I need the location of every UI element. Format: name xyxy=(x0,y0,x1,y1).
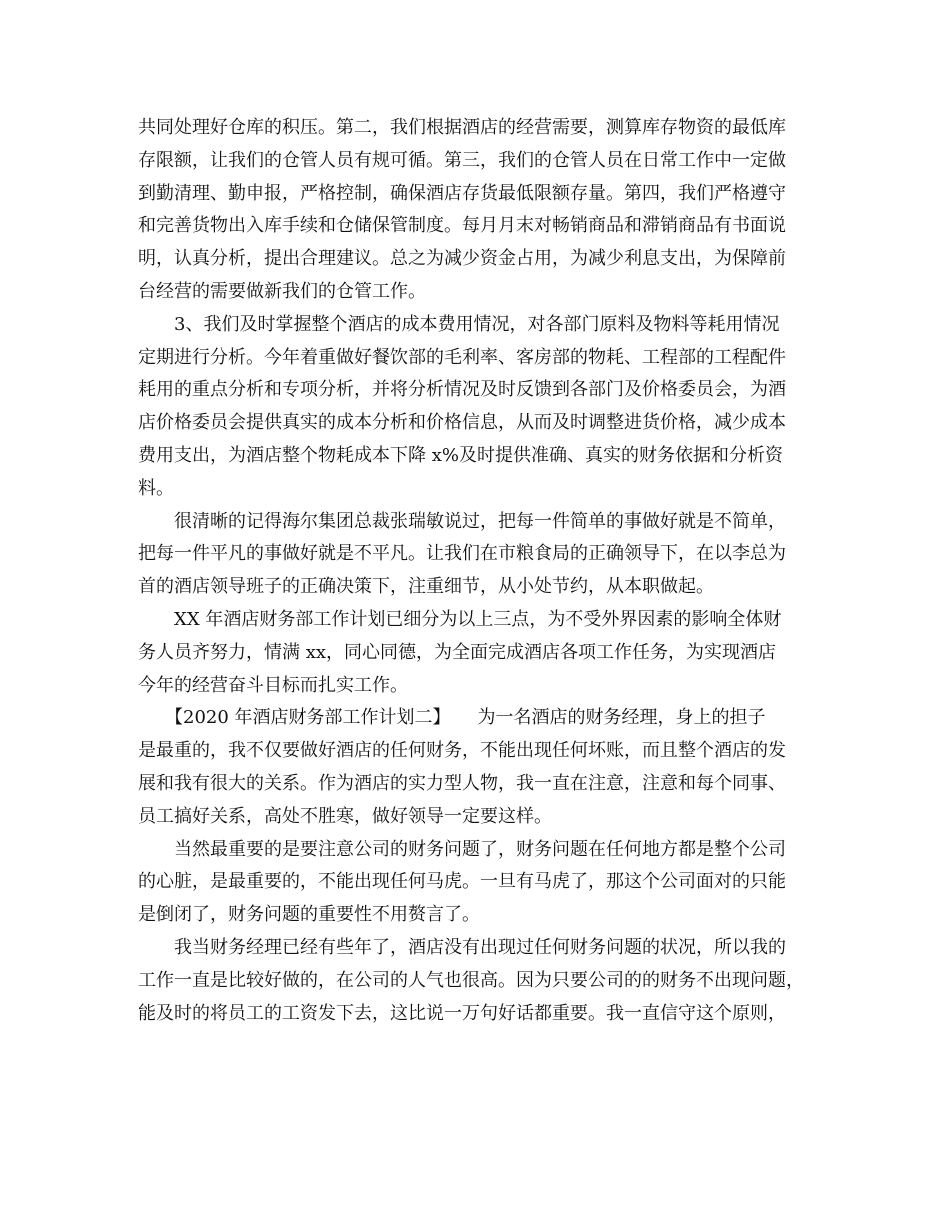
text-line: XX 年酒店财务部工作计划已细分为以上三点，为不受外界因素的影响全体财 xyxy=(138,608,782,630)
text-line: 工作一直是比较好做的，在公司的人气也很高。因为只要公司的的财务不出现问题， xyxy=(138,969,804,991)
document-body xyxy=(138,112,818,1030)
text-line: 展和我有很大的关系。作为酒店的实力型人物，我一直在注意，注意和每个同事、 xyxy=(138,772,786,794)
text-line: 当然最重要的是要注意公司的财务问题了，财务问题在任何地方都是整个公司 xyxy=(138,838,786,860)
text-line: 店价格委员会提供真实的成本分析和价格信息，从而及时调整进货价格，减少成本 xyxy=(138,412,786,434)
text-line: 我当财务经理已经有些年了，酒店没有出现过任何财务问题的状况，所以我的 xyxy=(138,936,786,958)
text-line: 员工搞好关系，高处不胜寒，做好领导一定要这样。 xyxy=(138,805,552,827)
text-line: 首的酒店领导班子的正确决策下，注重细节，从小处节约，从本职做起。 xyxy=(138,576,714,598)
text-line: 是倒闭了，财务问题的重要性不用赘言了。 xyxy=(138,904,480,926)
text-line: 费用支出，为酒店整个物耗成本下降 x%及时提供准确、真实的财务依据和分析资 xyxy=(138,444,783,466)
text-line: 耗用的重点分析和专项分析，并将分析情况及时反馈到各部门及价格委员会，为酒 xyxy=(138,379,786,401)
text-line: 台经营的需要做新我们的仓管工作。 xyxy=(138,280,426,302)
text-line: 定期进行分析。今年着重做好餐饮部的毛利率、客房部的物耗、工程部的工程配件 xyxy=(138,346,786,368)
text-line: 今年的经营奋斗目标而扎实工作。 xyxy=(138,674,408,696)
text-line: 的心脏，是最重要的，不能出现任何马虎。一旦有马虎了，那这个公司面对的只能 xyxy=(138,871,786,893)
text-line: 料。 xyxy=(138,477,174,499)
text-line: 能及时的将员工的工资发下去，这比说一万句好话都重要。我一直信守这个原则， xyxy=(138,1002,786,1024)
text-line: 明，认真分析，提出合理建议。总之为减少资金占用，为减少利息支出，为保障前 xyxy=(138,248,786,270)
text-line: 把每一件平凡的事做好就是不平凡。让我们在市粮食局的正确领导下，在以李总为 xyxy=(138,543,786,565)
text-line: 3、我们及时掌握整个酒店的成本费用情况，对各部门原料及物料等耗用情况 xyxy=(138,313,780,335)
text-line: 到勤清理、勤申报，严格控制，确保酒店存货最低限额存量。第四，我们严格遵守 xyxy=(138,182,786,204)
text-line: 很清晰的记得海尔集团总裁张瑞敏说过，把每一件简单的事做好就是不简单， xyxy=(138,510,786,532)
text-line: 和完善货物出入库手续和仓储保管制度。每月月末对畅销商品和滞销商品有书面说 xyxy=(138,215,786,237)
text-line: 是最重的，我不仅要做好酒店的任何财务，不能出现任何坏账，而且整个酒店的发 xyxy=(138,740,786,762)
text-line: 共同处理好仓库的积压。第二，我们根据酒店的经营需要，测算库存物资的最低库 xyxy=(138,117,786,138)
text-line: 存限额，让我们的仓管人员有规可循。第三，我们的仓管人员在日常工作中一定做 xyxy=(138,149,786,171)
text-line: 务人员齐努力，情满 xx，同心同德，为全面完成酒店各项工作任务，为实现酒店 xyxy=(138,641,777,663)
text-line: 【2020 年酒店财务部工作计划二】 为一名酒店的财务经理，身上的担子 xyxy=(138,707,766,729)
